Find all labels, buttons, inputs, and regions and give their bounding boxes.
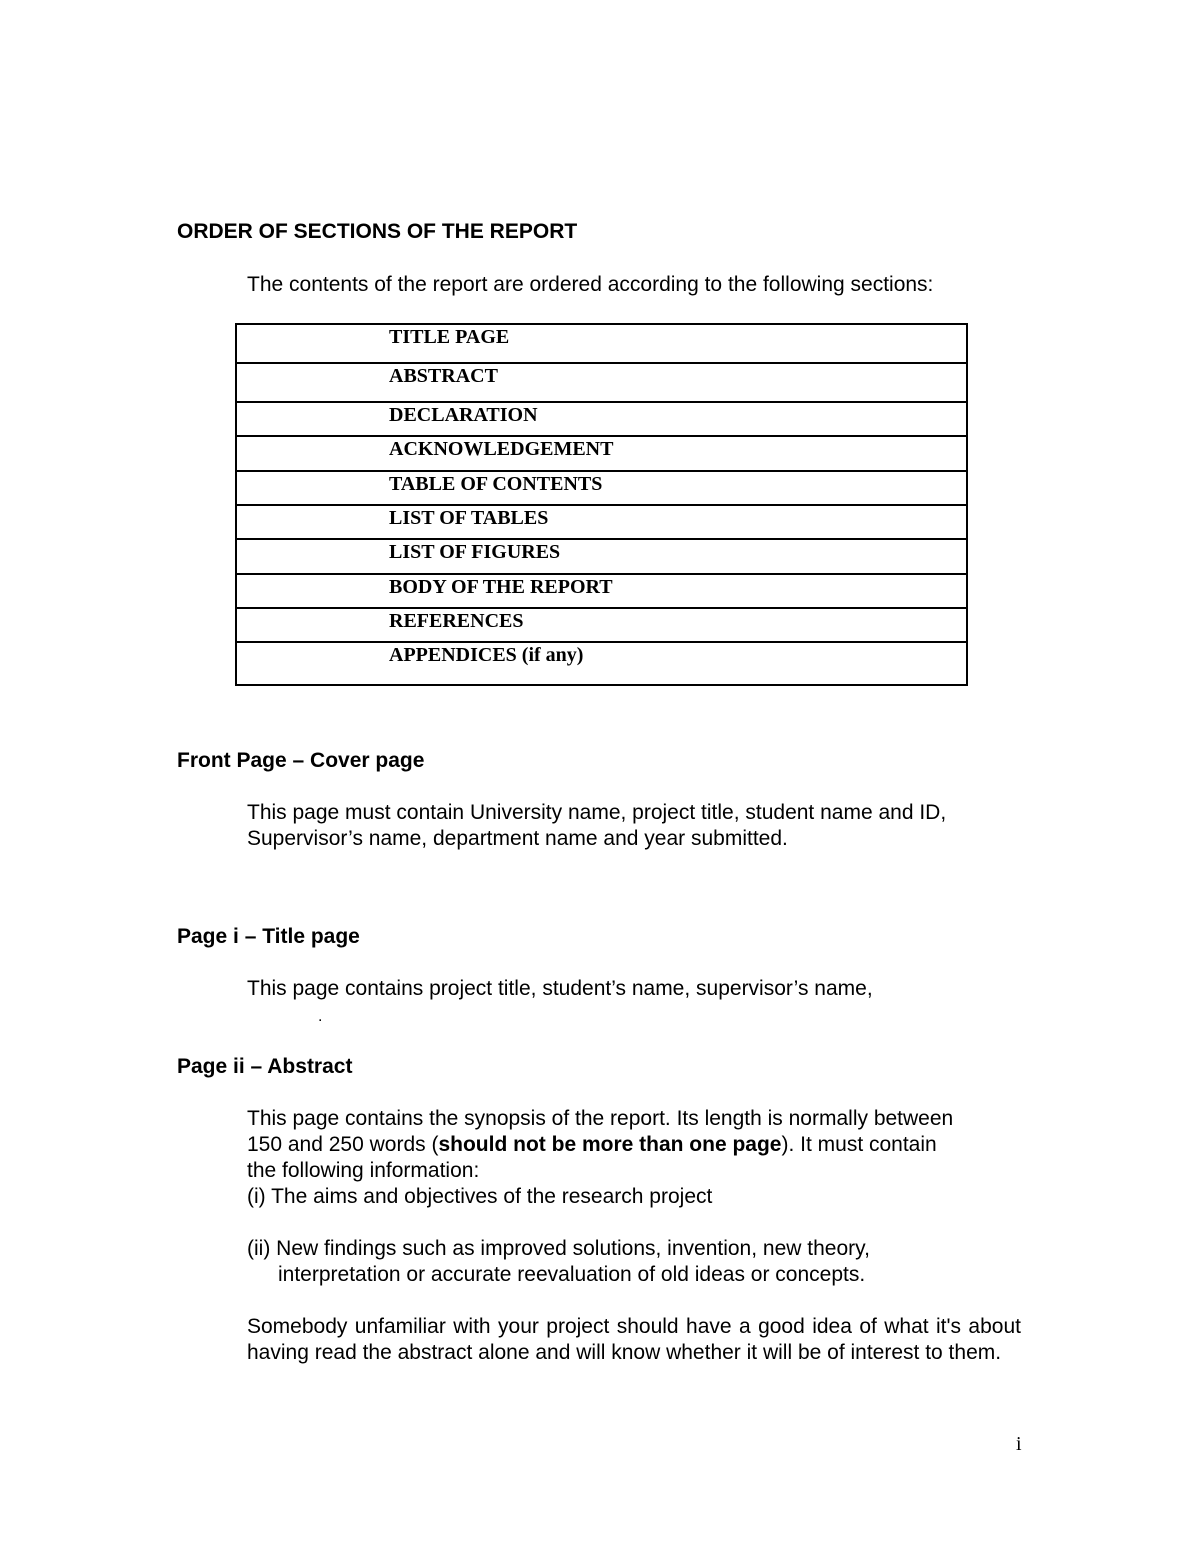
abstract-emphasis: should not be more than one page — [438, 1133, 782, 1156]
section-acknowledgement: ACKNOWLEDGEMENT — [236, 436, 967, 471]
abstract-item-aims: (i) The aims and objectives of the research project — [247, 1185, 713, 1208]
table-row — [236, 436, 967, 471]
abstract-heading: Page ii – Abstract — [177, 1055, 353, 1078]
page-title: ORDER OF SECTIONS OF THE REPORT — [177, 220, 578, 243]
section-abstract: ABSTRACT — [236, 363, 967, 402]
section-declaration: DECLARATION — [236, 402, 967, 436]
title-page-heading: Page i – Title page — [177, 925, 360, 948]
title-page-text: This page contains project title, student’s name, supervisor’s name, — [247, 977, 873, 1000]
table-row — [236, 608, 967, 642]
abstract-item-findings-line2: interpretation or accurate reevaluation of old ideas or concepts. — [278, 1263, 866, 1286]
front-page-text-line1: This page must contain University name, project title, student name and ID, — [247, 801, 947, 824]
table-row — [236, 574, 967, 608]
intro-paragraph: The contents of the report are ordered according to the following sections: — [247, 273, 934, 296]
section-list-of-tables: LIST OF TABLES — [236, 505, 967, 539]
abstract-line2 — [247, 1132, 937, 1158]
section-list-of-figures: LIST OF FIGURES — [236, 539, 967, 574]
table-row — [236, 363, 967, 402]
front-page-text-line2: Supervisor’s name, department name and year submitted. — [247, 827, 788, 850]
table-row — [236, 324, 967, 363]
abstract-line1: This page contains the synopsis of the report. Its length is normally between — [247, 1107, 954, 1130]
table-row — [236, 642, 967, 685]
title-page-dot: . — [318, 1008, 323, 1025]
abstract-line2-post: ). It must contain — [781, 1133, 937, 1156]
abstract-closing-paragraph: Somebody unfamiliar with your project should have a good idea of what it's about having read the abstract alone and will know whether it will be of interest to them. — [247, 1315, 1021, 1364]
section-references: REFERENCES — [236, 608, 967, 642]
section-appendices: APPENDICES (if any) — [236, 642, 967, 685]
front-page-heading: Front Page – Cover page — [177, 749, 425, 772]
section-table-of-contents: TABLE OF CONTENTS — [236, 471, 967, 505]
abstract-line3: the following information: — [247, 1159, 480, 1182]
abstract-item-findings-line1: (ii) New findings such as improved solutions, invention, new theory, — [247, 1237, 870, 1260]
table-row — [236, 471, 967, 505]
section-body: BODY OF THE REPORT — [236, 574, 967, 608]
section-title-page: TITLE PAGE — [236, 324, 967, 363]
table-row — [236, 539, 967, 574]
table-row — [236, 505, 967, 539]
table-row — [236, 402, 967, 436]
page-number: i — [1016, 1433, 1022, 1455]
sections-table — [235, 323, 968, 686]
abstract-line2-pre: 150 and 250 words ( — [247, 1133, 439, 1156]
